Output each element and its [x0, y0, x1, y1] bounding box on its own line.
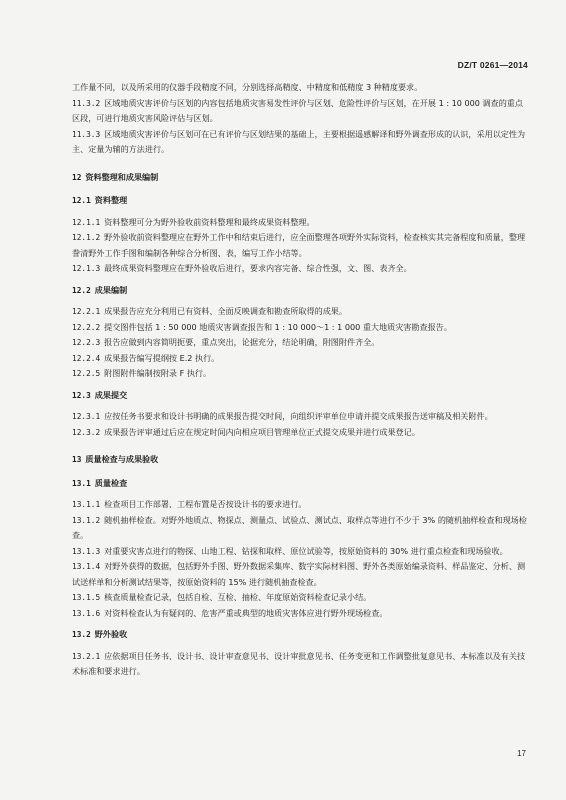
clause-paragraph	[72, 366, 529, 382]
clause-number: 12.1.1	[72, 217, 101, 227]
clause-number: 13.1.1	[72, 500, 101, 509]
clause-paragraph	[72, 304, 529, 320]
clause-paragraph	[72, 409, 529, 425]
clause-paragraph	[72, 230, 529, 261]
clause-text: 检查项目工作部署、工程布置是否按设计书的要求进行。	[104, 499, 307, 509]
clause-number: 12.1.2	[72, 233, 101, 242]
clause-text: 核查质量检查记录，包括自检、互检、抽检、年度原始资料检查记录小结。	[104, 592, 372, 602]
clause-paragraph	[72, 544, 529, 560]
clause-paragraph	[72, 351, 529, 367]
clause-text: 对重要灾害点进行的物探、山地工程、钻探和取样、原位试验等，按原始资料的 30% 进行重点检查和现场验收。	[104, 545, 508, 556]
clause-text: 野外验收前资料整理应在野外工作中和结束后进行，应全面整理各项野外实际资料，检查核实其完备程度和质量，整理誊清野外工作手图和编制各种综合分析图、表，编写工作小结等。	[72, 232, 526, 258]
clause-paragraph	[72, 335, 529, 351]
clause-text: 质量检查与成果验收	[85, 454, 159, 464]
subsection-heading	[72, 283, 529, 299]
clause-text: 野外验收	[94, 629, 128, 639]
clause-text: 随机抽样检查。对野外地质点、物探点、测量点、试验点、测试点、取样点等进行不少于 3% 的随机抽样检查和现场检查。	[72, 514, 527, 540]
clause-number: 11.3.2	[72, 98, 101, 108]
clause-number: 13.1.5	[72, 593, 101, 602]
clause-text: 附图附件编制按附录 F 执行。	[104, 368, 212, 378]
subsection-heading	[72, 627, 529, 643]
clause-number: 12.2.4	[72, 353, 101, 363]
document-body	[72, 80, 529, 680]
clause-paragraph	[72, 261, 529, 277]
clause-number: 13.1.2	[72, 515, 101, 525]
clause-number: 12.1	[72, 196, 91, 205]
clause-text: 最终成果资料整理应在野外验收后进行，要求内容完备、综合性强，文、图、表齐全。	[104, 263, 412, 273]
clause-number: 12.3.2	[72, 427, 101, 437]
clause-number: 12.2.1	[72, 307, 101, 316]
clause-text: 成果提交	[94, 389, 128, 400]
clause-number: 12.2.3	[72, 338, 101, 347]
clause-paragraph	[72, 320, 529, 336]
clause-text: 应依据项目任务书、设计书、设计审查意见书、设计审批意见书、任务变更和工作调整批复意见书、本标准以及有关技术标准和要求进行。	[72, 650, 526, 676]
clause-number: 13	[72, 455, 82, 464]
clause-number: 12.3.1	[72, 412, 101, 421]
page-number: 17	[517, 749, 526, 758]
clause-text: 质量检查	[94, 477, 128, 488]
clause-text: 资料整理可分为野外验收前资料整理和最终成果资料整理。	[104, 216, 315, 227]
clause-number: 13.1.4	[72, 562, 101, 571]
clause-number: 13.2	[72, 630, 91, 639]
clause-number: 12.1.3	[72, 264, 101, 273]
clause-number: 11.3.3	[72, 129, 101, 139]
subsection-heading	[72, 193, 529, 209]
clause-text: 工作量不同，以及所采用的仪器手段精度不同，分别选择高精度、中精度和低精度 3 种精度要求。	[72, 82, 423, 92]
clause-text: 对资料检查认为有疑问的、危害严重或典型的地质灾害体应进行野外现场检查。	[104, 607, 388, 618]
clause-paragraph	[72, 606, 529, 622]
clause-paragraph	[72, 497, 529, 513]
clause-number: 12.2	[72, 285, 91, 295]
clause-number: 12	[72, 172, 82, 182]
clause-text: 应按任务书要求和设计书明确的成果报告提交时间，向组织评审单位申请并提交成果报告送审稿及相关附件。	[104, 411, 493, 421]
clause-number: 13.1	[72, 478, 91, 488]
clause-paragraph	[72, 80, 529, 96]
clause-number: 13.1.3	[72, 546, 101, 556]
clause-text: 成果报告评审通过后应在规定时间内向相应项目管理单位正式提交成果并进行成果登记。	[104, 426, 420, 437]
standard-code: DZ/T 0261—2014	[457, 60, 528, 70]
clause-paragraph	[72, 649, 529, 680]
clause-paragraph	[72, 513, 529, 544]
section-heading	[72, 170, 529, 186]
subsection-heading	[72, 476, 529, 492]
clause-number: 13.1.6	[72, 608, 101, 618]
clause-text: 成果报告应充分利用已有资料、全面反映调查和勘查所取得的成果。	[104, 306, 347, 316]
clause-text: 资料整理和成果编制	[85, 171, 159, 182]
clause-paragraph	[72, 215, 529, 231]
clause-text: 报告应做到内容简明扼要，重点突出，论据充分，结论明确，附图附件齐全。	[104, 337, 380, 347]
clause-text: 成果报告编写提纲按 E.2 执行。	[104, 352, 220, 363]
clause-number: 12.2.5	[72, 369, 101, 378]
clause-number: 13.2.1	[72, 651, 101, 661]
clause-number: 12.2.2	[72, 322, 101, 332]
clause-paragraph	[72, 96, 529, 127]
clause-text: 成果编制	[94, 284, 128, 295]
clause-text: 区域地质灾害评价与区划的内容包括地质灾害易发性评价与区划、危险性评价与区划，在开展 1 : 10 000 调查的重点区段，可进行地质灾害风险评估与区划。	[72, 97, 523, 123]
clause-text: 对野外获得的数据，包括野外手图、野外数据采集库、数字实际材料图、野外各类原始编录资料、样品鉴定、分析、测试送样单和分析测试结果等，按原始资料的 15% 进行随机抽查检查。	[72, 561, 526, 587]
clause-text: 区域地质灾害评价与区划可在已有评价与区划结果的基础上，主要根据遥感解译和野外调查形成的认识，采用以定性为主、定量为辅的方法进行。	[72, 128, 526, 154]
section-heading	[72, 452, 529, 468]
clause-number: 12.3	[72, 390, 91, 400]
clause-paragraph	[72, 559, 529, 590]
clause-text: 提交图件包括 1 : 50 000 地质灾害调查报告和 1 : 10 000～1 : 1 000 重大地质灾害勘查报告。	[104, 321, 452, 332]
clause-text: 资料整理	[94, 195, 128, 205]
clause-paragraph	[72, 590, 529, 606]
clause-paragraph	[72, 127, 529, 158]
clause-paragraph	[72, 425, 529, 441]
subsection-heading	[72, 388, 529, 404]
